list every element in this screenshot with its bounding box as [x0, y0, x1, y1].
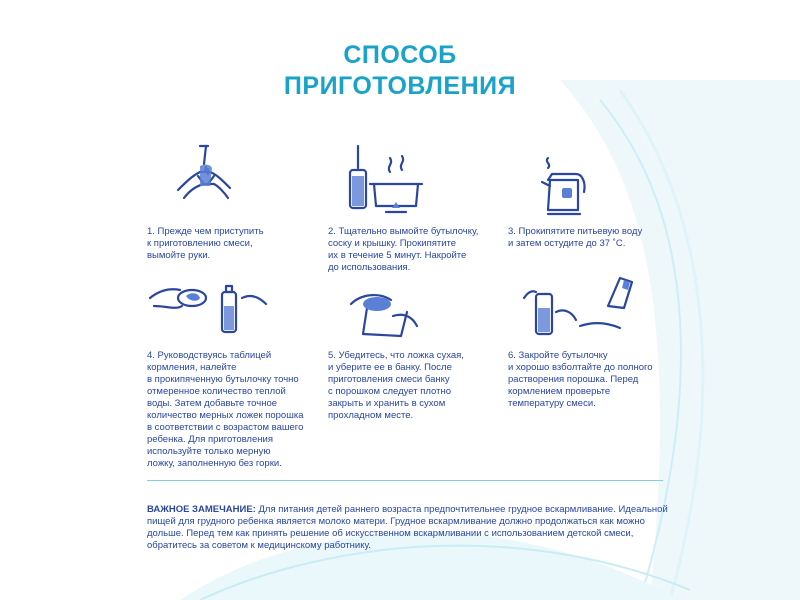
note-line: пищей для грудного ребенка является молоко матери. Грудное вскармливание должно продолжаться как можно [147, 516, 645, 527]
step-2-line: 2. Тщательно вымойте бутылочку, [328, 226, 479, 237]
note-first-line [147, 504, 667, 516]
step-6-line: растворения порошка. Перед [508, 374, 639, 385]
step-4-line: ребенка. Для приготовления [147, 434, 273, 445]
note-line: обратитесь за советом к медицинскому работнику. [147, 540, 371, 551]
step-4-line: в прокипяченную бутылочку точно [147, 374, 299, 385]
step-4-line: воды. Затем добавьте точное [147, 398, 278, 409]
step-4-line: отмеренное количество теплой [147, 386, 286, 397]
step-2-line: их в течение 5 минут. Накройте [328, 250, 467, 261]
step-1-text [147, 226, 264, 262]
step-5-text [328, 350, 464, 422]
step-6-line: и хорошо взболтайте до полного [508, 362, 653, 373]
hand-washing-icon [170, 142, 240, 212]
step-4-line: ложку, заполненную без горки. [147, 458, 282, 469]
step-4-line: используйте только мерную [147, 446, 271, 457]
step-1-line: 1. Прежде чем приступить [147, 226, 264, 237]
step-1-line: к приготовлению смеси, [147, 238, 253, 249]
step-5-line: и уберите ее в банку. После [328, 362, 452, 373]
note-line: дольше. Перед тем как принять решение об искусственном вскармливании с использованием детской смеси, [147, 528, 634, 539]
step-6-text [508, 350, 653, 410]
step-6-line: кормлением проверьте [508, 386, 611, 397]
step-6-line: температуру смеси. [508, 398, 596, 409]
scoop-can-icon [347, 286, 421, 340]
step-3-line: и затем остудите до 37 ˚С. [508, 238, 626, 249]
step-4-line: количество мерных ложек порошка [147, 410, 304, 421]
step-2-text [328, 226, 478, 274]
step-5-line: закрыть и хранить в сухом [328, 398, 446, 409]
important-note [147, 504, 667, 552]
step-5-line: прохладном месте. [328, 410, 414, 421]
page-title [0, 40, 800, 102]
step-4-text [147, 350, 303, 470]
step-3-line: 3. Прокипятите питьевую воду [508, 226, 643, 237]
step-4-line: в соответствии с возрастом вашего [147, 422, 304, 433]
note-first-text: Для питания детей раннего возраста предпочтительнее грудное вскармливание. Идеальной [255, 504, 668, 515]
step-2-line: до использования. [328, 262, 411, 273]
bottle-boiling-pot-icon [342, 142, 426, 216]
title-line-1: СПОСОБ [343, 41, 457, 69]
section-divider [147, 480, 663, 481]
step-4-line: кормления, налейте [147, 362, 237, 373]
step-6-line: 6. Закройте бутылочку [508, 350, 608, 361]
step-3-text [508, 226, 642, 250]
step-5-line: с порошком следует плотно [328, 386, 451, 397]
kettle-icon [540, 152, 590, 216]
step-4-line: 4. Руководствуясь таблицей [147, 350, 272, 361]
step-5-line: 5. Убедитесь, что ложка сухая, [328, 350, 464, 361]
shake-test-temperature-icon [520, 268, 640, 340]
pour-water-bottle-icon [146, 276, 270, 340]
title-line-2: ПРИГОТОВЛЕНИЯ [283, 72, 517, 100]
step-2-line: соску и крышку. Прокипятите [328, 238, 457, 249]
step-5-line: приготовления смеси банку [328, 374, 450, 385]
note-label: ВАЖНОЕ ЗАМЕЧАНИЕ: [147, 504, 256, 515]
step-1-line: вымойте руки. [147, 250, 211, 261]
